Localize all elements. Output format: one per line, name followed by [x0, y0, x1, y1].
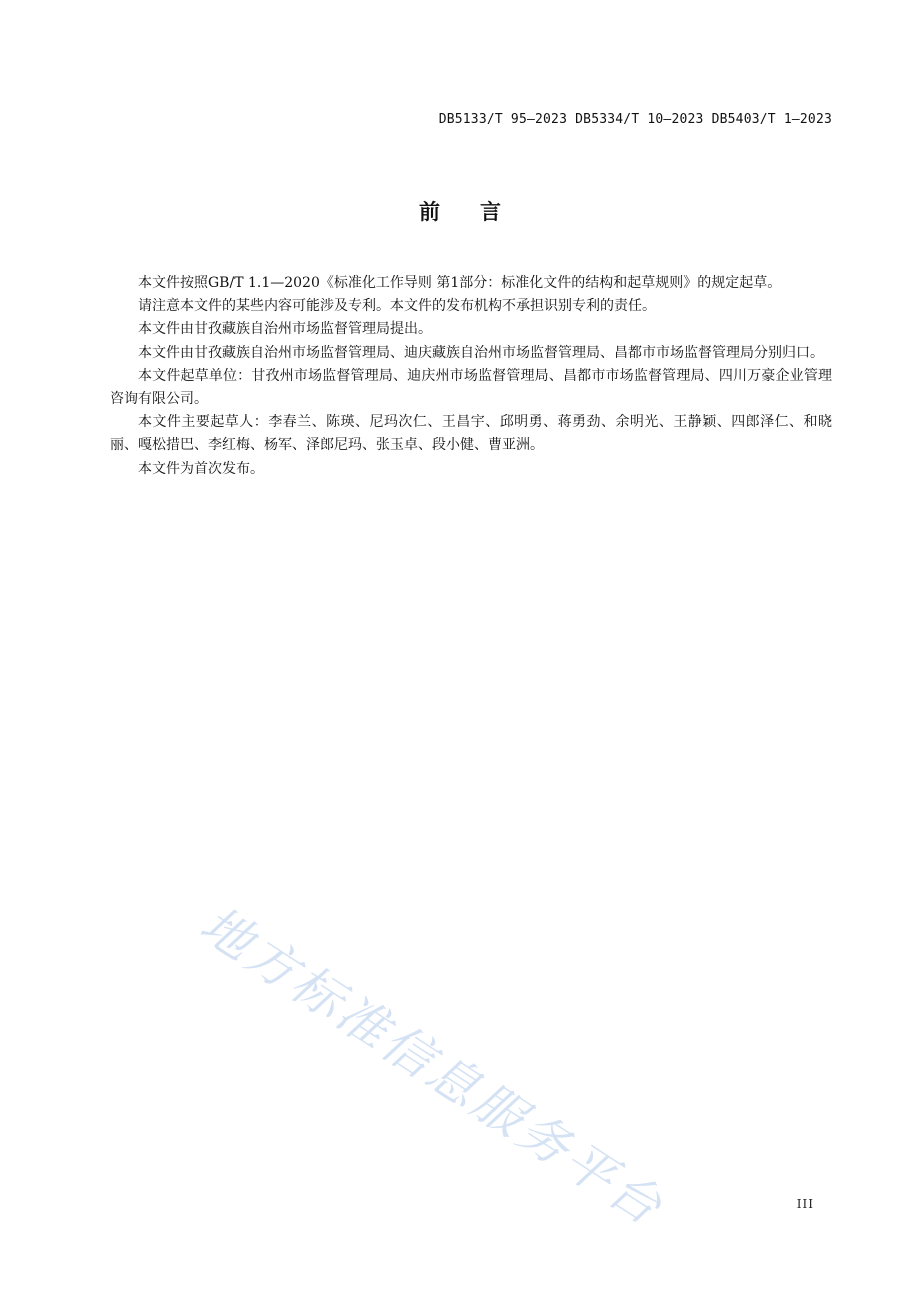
paragraph-proposer: 本文件由甘孜藏族自治州市场监督管理局提出。	[138, 321, 432, 338]
paragraph-drafting-units: 本文件起草单位：甘孜州市场监督管理局、迪庆州市场监督管理局、昌都市市场监督管理局、四川万豪企业管理咨询有限公司。	[110, 367, 832, 408]
paragraph-drafters: 本文件主要起草人：李春兰、陈瑛、尼玛次仁、王昌宇、邱明勇、蒋勇劲、余明光、王静颖、四郎泽仁、和晓丽、嘎松措巴、李红梅、杨军、泽郎尼玛、张玉卓、段小健、曹亚洲。	[110, 414, 832, 454]
page-title: 前言	[419, 200, 541, 224]
paragraph-administrators: 本文件由甘孜藏族自治州市场监督管理局、迪庆藏族自治州市场监督管理局、昌都市市场监督管理局分别归口。	[138, 344, 824, 361]
standard-codes-header: DB5133/T 95—2023 DB5334/T 10—2023 DB5403/T 1—2023	[438, 112, 832, 127]
paragraph-first-release: 本文件为首次发布。	[138, 460, 264, 477]
page-number: III	[796, 1197, 814, 1211]
paragraph-drafting-rules: 本文件按照GB/T 1.1—2020《标准化工作导则 第1部分：标准化文件的结构和起草规则》的规定起草。	[138, 275, 782, 291]
paragraph-patent-notice: 请注意本文件的某些内容可能涉及专利。本文件的发布机构不承担识别专利的责任。	[138, 298, 656, 315]
foreword-body	[110, 272, 832, 481]
watermark-text: 地方标准信息服务平台	[190, 895, 675, 1238]
